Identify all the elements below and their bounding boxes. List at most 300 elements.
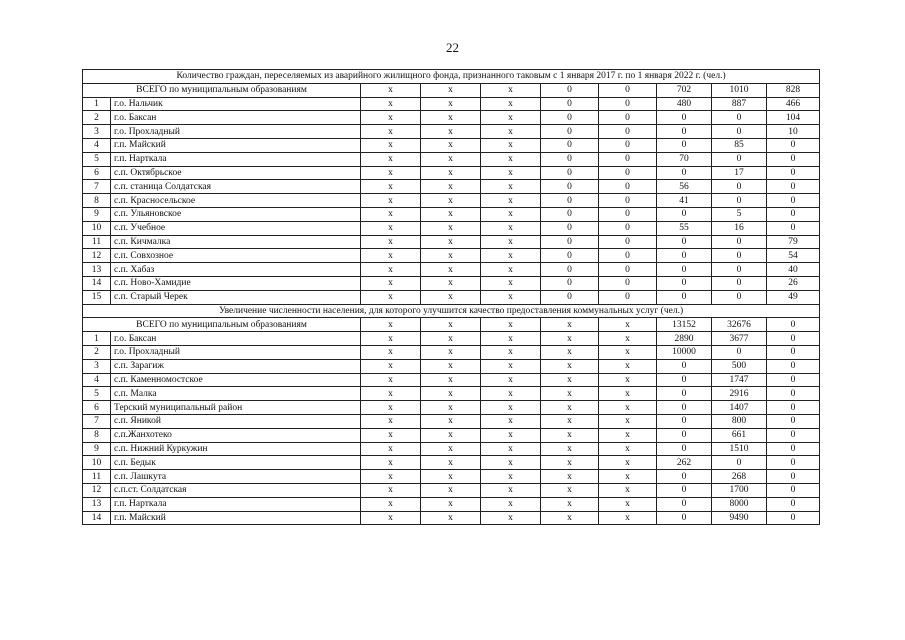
value-cell: 0 [657, 138, 712, 152]
value-cell: 0 [657, 497, 712, 511]
table-row [83, 180, 820, 194]
value-cell: 0 [657, 166, 712, 180]
value-cell: х [421, 276, 481, 290]
table-row [83, 194, 820, 208]
value-cell: 0 [657, 470, 712, 484]
value-cell: 0 [599, 221, 657, 235]
value-cell: 0 [767, 373, 820, 387]
row-number-cell: 12 [83, 249, 111, 263]
value-cell: х [599, 332, 657, 346]
value-cell: х [421, 235, 481, 249]
value-cell: х [481, 138, 541, 152]
value-cell: 54 [767, 249, 820, 263]
value-cell: 0 [599, 249, 657, 263]
value-cell: 0 [541, 276, 599, 290]
municipality-name-cell: с.п.Жанхотеко [111, 428, 361, 442]
table-row [83, 511, 820, 525]
value-cell: х [421, 483, 481, 497]
value-cell: х [361, 221, 421, 235]
table-row [83, 401, 820, 415]
value-cell: х [421, 456, 481, 470]
value-cell: х [421, 332, 481, 346]
value-cell: х [361, 166, 421, 180]
table-row [83, 249, 820, 263]
value-cell: 0 [712, 345, 767, 359]
row-number-cell: 1 [83, 332, 111, 346]
value-cell: х [361, 276, 421, 290]
row-number-cell: 6 [83, 401, 111, 415]
value-cell: 41 [657, 194, 712, 208]
value-cell: х [599, 456, 657, 470]
row-number-cell: 15 [83, 290, 111, 304]
municipality-name-cell: г.о. Прохладный [111, 345, 361, 359]
row-number-cell: 13 [83, 263, 111, 277]
municipality-name-cell: г.п. Майский [111, 511, 361, 525]
value-cell: 0 [767, 456, 820, 470]
value-cell: 0 [599, 111, 657, 125]
value-cell: 56 [657, 180, 712, 194]
table-row [83, 359, 820, 373]
municipality-name-cell: г.п. Нарткала [111, 152, 361, 166]
value-cell: 0 [599, 263, 657, 277]
value-cell: х [361, 138, 421, 152]
value-cell: х [599, 373, 657, 387]
value-cell: 79 [767, 235, 820, 249]
total-value-cell: 0 [599, 83, 657, 97]
value-cell: 0 [657, 483, 712, 497]
row-number-cell: 3 [83, 125, 111, 139]
value-cell: х [421, 497, 481, 511]
value-cell: х [599, 442, 657, 456]
value-cell: 0 [767, 483, 820, 497]
municipality-name-cell: с.п. Нижний Куркужин [111, 442, 361, 456]
value-cell: 0 [767, 401, 820, 415]
value-cell: 0 [767, 194, 820, 208]
value-cell: 480 [657, 97, 712, 111]
value-cell: 0 [599, 152, 657, 166]
table-row [83, 138, 820, 152]
value-cell: 0 [599, 166, 657, 180]
value-cell: 0 [767, 442, 820, 456]
value-cell: х [541, 373, 599, 387]
value-cell: 2916 [712, 387, 767, 401]
value-cell: х [421, 97, 481, 111]
value-cell: х [481, 207, 541, 221]
value-cell: 0 [712, 152, 767, 166]
municipality-name-cell: Терский муниципальный район [111, 401, 361, 415]
row-number-cell: 2 [83, 111, 111, 125]
value-cell: 0 [712, 456, 767, 470]
value-cell: х [541, 387, 599, 401]
value-cell: 0 [767, 166, 820, 180]
municipality-name-cell: с.п. Кичмалка [111, 235, 361, 249]
table-row [83, 111, 820, 125]
value-cell: х [421, 207, 481, 221]
value-cell: х [421, 290, 481, 304]
value-cell: х [421, 249, 481, 263]
value-cell: 10 [767, 125, 820, 139]
municipality-name-cell: с.п. Совхозное [111, 249, 361, 263]
value-cell: х [421, 470, 481, 484]
value-cell: 0 [599, 97, 657, 111]
row-number-cell: 1 [83, 97, 111, 111]
row-number-cell: 8 [83, 194, 111, 208]
value-cell: 1510 [712, 442, 767, 456]
value-cell: 0 [599, 125, 657, 139]
value-cell: 0 [541, 221, 599, 235]
value-cell: 0 [657, 511, 712, 525]
value-cell: х [361, 483, 421, 497]
municipality-name-cell: с.п. Зарагиж [111, 359, 361, 373]
value-cell: х [481, 263, 541, 277]
value-cell: х [421, 387, 481, 401]
value-cell: 0 [541, 180, 599, 194]
value-cell: 0 [599, 180, 657, 194]
value-cell: х [481, 428, 541, 442]
value-cell: 0 [767, 180, 820, 194]
table-row [83, 221, 820, 235]
value-cell: х [541, 511, 599, 525]
value-cell: 0 [541, 97, 599, 111]
value-cell: х [599, 359, 657, 373]
value-cell: 0 [767, 428, 820, 442]
value-cell: 0 [767, 332, 820, 346]
value-cell: 0 [657, 387, 712, 401]
value-cell: 0 [541, 263, 599, 277]
value-cell: х [481, 221, 541, 235]
value-cell: 0 [767, 414, 820, 428]
value-cell: 0 [767, 359, 820, 373]
row-number-cell: 4 [83, 138, 111, 152]
row-number-cell: 11 [83, 235, 111, 249]
value-cell: 0 [712, 290, 767, 304]
value-cell: х [481, 387, 541, 401]
value-cell: х [361, 249, 421, 263]
value-cell: х [541, 497, 599, 511]
value-cell: х [481, 97, 541, 111]
value-cell: х [599, 428, 657, 442]
value-cell: 40 [767, 263, 820, 277]
value-cell: х [421, 180, 481, 194]
value-cell: х [361, 442, 421, 456]
value-cell: х [361, 290, 421, 304]
value-cell: х [481, 483, 541, 497]
value-cell: 85 [712, 138, 767, 152]
table-row [83, 152, 820, 166]
value-cell: х [481, 456, 541, 470]
value-cell: х [481, 332, 541, 346]
value-cell: 0 [657, 111, 712, 125]
total-row [83, 83, 820, 97]
value-cell: 0 [657, 249, 712, 263]
value-cell: х [599, 401, 657, 415]
value-cell: х [599, 345, 657, 359]
table-row [83, 345, 820, 359]
row-number-cell: 13 [83, 497, 111, 511]
section-title-row [83, 304, 820, 318]
value-cell: х [481, 180, 541, 194]
row-number-cell: 10 [83, 221, 111, 235]
value-cell: 0 [657, 125, 712, 139]
page-number: 22 [446, 40, 459, 55]
data-table [82, 69, 820, 525]
value-cell: 0 [541, 138, 599, 152]
value-cell: х [361, 387, 421, 401]
value-cell: х [599, 511, 657, 525]
row-number-cell: 11 [83, 470, 111, 484]
table-row [83, 387, 820, 401]
value-cell: 0 [599, 276, 657, 290]
value-cell: 0 [657, 235, 712, 249]
value-cell: х [421, 401, 481, 415]
table-row [83, 414, 820, 428]
value-cell: 0 [657, 373, 712, 387]
total-value-cell: х [481, 83, 541, 97]
row-number-cell: 7 [83, 414, 111, 428]
value-cell: х [541, 401, 599, 415]
value-cell: х [541, 359, 599, 373]
value-cell: 0 [541, 194, 599, 208]
value-cell: х [361, 332, 421, 346]
table-row [83, 207, 820, 221]
value-cell: 0 [657, 401, 712, 415]
value-cell: 104 [767, 111, 820, 125]
municipality-name-cell: г.о. Прохладный [111, 125, 361, 139]
value-cell: х [361, 263, 421, 277]
value-cell: 0 [767, 511, 820, 525]
municipality-name-cell: с.п. Бедык [111, 456, 361, 470]
value-cell: х [421, 166, 481, 180]
total-value-cell: 32676 [712, 318, 767, 332]
value-cell: х [599, 497, 657, 511]
value-cell: х [421, 221, 481, 235]
value-cell: 49 [767, 290, 820, 304]
row-number-cell: 14 [83, 511, 111, 525]
municipality-name-cell: с.п.ст. Солдатская [111, 483, 361, 497]
value-cell: 0 [657, 359, 712, 373]
value-cell: 2890 [657, 332, 712, 346]
value-cell: х [481, 152, 541, 166]
value-cell: 0 [657, 207, 712, 221]
value-cell: х [481, 276, 541, 290]
table-row [83, 125, 820, 139]
table-row [83, 428, 820, 442]
municipality-name-cell: г.п. Майский [111, 138, 361, 152]
table-row [83, 373, 820, 387]
value-cell: х [481, 442, 541, 456]
value-cell: х [481, 359, 541, 373]
total-value-cell: х [599, 318, 657, 332]
value-cell: х [481, 497, 541, 511]
row-number-cell: 6 [83, 166, 111, 180]
value-cell: х [481, 290, 541, 304]
value-cell: 0 [767, 138, 820, 152]
value-cell: 0 [599, 235, 657, 249]
value-cell: х [421, 373, 481, 387]
value-cell: 26 [767, 276, 820, 290]
value-cell: х [481, 470, 541, 484]
municipality-name-cell: с.п. Малка [111, 387, 361, 401]
value-cell: х [421, 111, 481, 125]
municipality-name-cell: с.п. Старый Черек [111, 290, 361, 304]
value-cell: 0 [541, 152, 599, 166]
table-row [83, 470, 820, 484]
value-cell: 0 [767, 345, 820, 359]
value-cell: х [421, 194, 481, 208]
row-number-cell: 9 [83, 442, 111, 456]
value-cell: х [421, 442, 481, 456]
row-number-cell: 14 [83, 276, 111, 290]
municipality-name-cell: с.п. Октябрьское [111, 166, 361, 180]
value-cell: 0 [712, 125, 767, 139]
table-row [83, 97, 820, 111]
total-value-cell: х [421, 83, 481, 97]
municipality-name-cell: с.п. Учебное [111, 221, 361, 235]
municipality-name-cell: с.п. Ново-Хамидие [111, 276, 361, 290]
value-cell: х [361, 235, 421, 249]
value-cell: 9490 [712, 511, 767, 525]
municipality-name-cell: с.п. Яникой [111, 414, 361, 428]
value-cell: х [361, 152, 421, 166]
value-cell: х [541, 345, 599, 359]
municipality-name-cell: г.п. Нарткала [111, 497, 361, 511]
value-cell: х [361, 401, 421, 415]
value-cell: х [421, 152, 481, 166]
total-value-cell: х [481, 318, 541, 332]
value-cell: х [361, 180, 421, 194]
value-cell: 16 [712, 221, 767, 235]
municipality-name-cell: г.о. Баксан [111, 111, 361, 125]
value-cell: 0 [767, 387, 820, 401]
value-cell: 0 [712, 194, 767, 208]
value-cell: х [541, 483, 599, 497]
row-number-cell: 12 [83, 483, 111, 497]
value-cell: 0 [712, 111, 767, 125]
value-cell: х [361, 359, 421, 373]
municipality-name-cell: с.п. Каменномостское [111, 373, 361, 387]
value-cell: 268 [712, 470, 767, 484]
value-cell: х [599, 387, 657, 401]
value-cell: 0 [541, 235, 599, 249]
value-cell: 0 [712, 276, 767, 290]
value-cell: 1747 [712, 373, 767, 387]
total-value-cell: 1010 [712, 83, 767, 97]
value-cell: 55 [657, 221, 712, 235]
value-cell: 0 [767, 470, 820, 484]
row-number-cell: 5 [83, 387, 111, 401]
table-row [83, 456, 820, 470]
value-cell: х [541, 456, 599, 470]
row-number-cell: 10 [83, 456, 111, 470]
table-row [83, 290, 820, 304]
value-cell: х [481, 373, 541, 387]
value-cell: х [361, 511, 421, 525]
value-cell: 0 [767, 152, 820, 166]
row-number-cell: 8 [83, 428, 111, 442]
value-cell: 0 [541, 290, 599, 304]
value-cell: х [599, 470, 657, 484]
total-value-cell: х [361, 318, 421, 332]
value-cell: х [421, 428, 481, 442]
table-row [83, 332, 820, 346]
value-cell: х [421, 263, 481, 277]
value-cell: 10000 [657, 345, 712, 359]
section-title: Увеличение численности населения, для которого улучшится качество предоставления коммунальных услуг (чел.) [83, 304, 820, 318]
value-cell: 0 [599, 207, 657, 221]
table-body [83, 70, 820, 525]
value-cell: 1407 [712, 401, 767, 415]
value-cell: х [361, 207, 421, 221]
value-cell: 0 [767, 497, 820, 511]
value-cell: х [481, 345, 541, 359]
table-row [83, 483, 820, 497]
total-value-cell: 702 [657, 83, 712, 97]
value-cell: 887 [712, 97, 767, 111]
total-value-cell: 828 [767, 83, 820, 97]
value-cell: 0 [657, 414, 712, 428]
municipality-name-cell: г.о. Нальчик [111, 97, 361, 111]
value-cell: х [361, 97, 421, 111]
value-cell: 0 [767, 207, 820, 221]
value-cell: х [481, 401, 541, 415]
value-cell: х [541, 332, 599, 346]
value-cell: 0 [599, 290, 657, 304]
value-cell: х [361, 497, 421, 511]
value-cell: х [421, 511, 481, 525]
value-cell: х [481, 511, 541, 525]
value-cell: х [599, 414, 657, 428]
value-cell: х [361, 194, 421, 208]
value-cell: 0 [767, 221, 820, 235]
value-cell: 0 [657, 290, 712, 304]
value-cell: 0 [712, 235, 767, 249]
value-cell: х [481, 111, 541, 125]
value-cell: х [361, 345, 421, 359]
value-cell: 0 [657, 263, 712, 277]
value-cell: 0 [541, 125, 599, 139]
value-cell: 3677 [712, 332, 767, 346]
value-cell: х [361, 373, 421, 387]
value-cell: 8000 [712, 497, 767, 511]
value-cell: х [361, 414, 421, 428]
row-number-cell: 5 [83, 152, 111, 166]
table-row [83, 276, 820, 290]
value-cell: х [541, 442, 599, 456]
table-row [83, 235, 820, 249]
table-row [83, 166, 820, 180]
value-cell: 0 [657, 276, 712, 290]
value-cell: х [421, 414, 481, 428]
value-cell: х [361, 470, 421, 484]
value-cell: х [361, 125, 421, 139]
total-label: ВСЕГО по муниципальным образованиям [83, 83, 361, 97]
row-number-cell: 9 [83, 207, 111, 221]
value-cell: 5 [712, 207, 767, 221]
value-cell: 0 [712, 263, 767, 277]
value-cell: 0 [657, 428, 712, 442]
municipality-name-cell: с.п. Хабаз [111, 263, 361, 277]
total-value-cell: х [421, 318, 481, 332]
value-cell: 500 [712, 359, 767, 373]
section-title-row [83, 70, 820, 84]
value-cell: 0 [599, 138, 657, 152]
value-cell: 1700 [712, 483, 767, 497]
value-cell: 466 [767, 97, 820, 111]
value-cell: х [481, 235, 541, 249]
row-number-cell: 2 [83, 345, 111, 359]
value-cell: 0 [599, 194, 657, 208]
value-cell: х [481, 414, 541, 428]
